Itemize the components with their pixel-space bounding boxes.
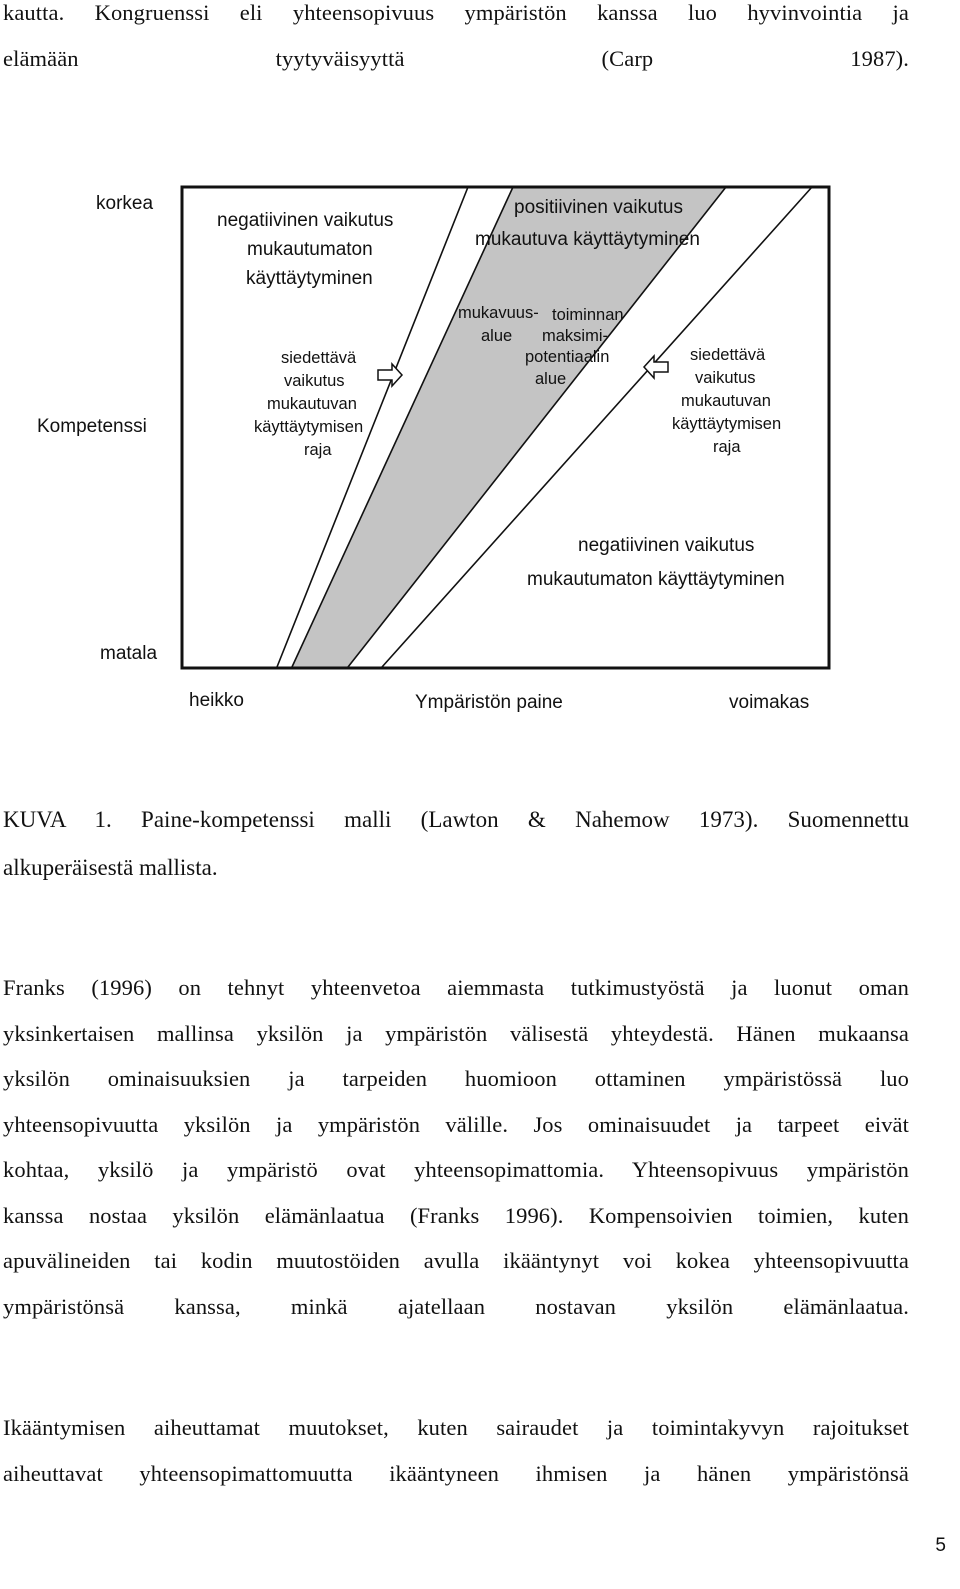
text-line: aiheuttavat yhteensopimattomuutta ikääntyneen ihmisen ja hänen ympäristönsä	[3, 1460, 909, 1486]
text-line: yksilön ominaisuuksien ja tarpeiden huomioon ottaminen ympäristössä luo	[3, 1066, 909, 1091]
zone-label: toiminnan	[552, 306, 624, 324]
y-axis-low-label: matala	[100, 643, 158, 664]
region-label: mukautumaton käyttäytyminen	[527, 569, 785, 590]
region-label: mukautumaton	[247, 239, 373, 260]
region-label: positiivinen vaikutus	[514, 197, 683, 218]
text-line: kohtaa, yksilö ja ympäristö ovat yhteensopimattomia. Yhteensopivuus ympäristön	[3, 1157, 909, 1182]
zone-label: potentiaalin	[525, 348, 610, 366]
arrow-left-icon	[644, 356, 668, 378]
page-number: 5	[935, 1535, 946, 1556]
text-line: kautta. Kongruenssi eli yhteensopivuus ympäristön kanssa luo hyvinvointia ja	[3, 0, 909, 25]
press-competence-figure	[0, 170, 960, 730]
text-line: yksinkertaisen mallinsa yksilön ja ympäristön välisestä yhteydestä. Hänen mukaansa	[3, 1020, 909, 1046]
edge-label: raja	[713, 438, 741, 456]
body-paragraph	[3, 1405, 909, 1496]
text-line: Ikääntymisen aiheuttamat muutokset, kuten sairaudet ja toimintakyvyn rajoitukset	[3, 1415, 909, 1440]
edge-label: siedettävä	[690, 346, 766, 364]
text-line: Franks (1996) on tehnyt yhteenvetoa aiemmasta tutkimustyöstä ja luonut oman	[3, 975, 909, 1000]
region-label: mukautuva käyttäytyminen	[475, 229, 700, 250]
text-line: apuvälineiden tai kodin muutostöiden avulla ikääntynyt voi kokea yhteensopivuutta	[3, 1248, 909, 1273]
body-paragraph	[3, 965, 909, 1329]
edge-label: mukautuvan	[267, 395, 357, 413]
region-label: negatiivinen vaikutus	[217, 210, 394, 231]
zone-label: maksimi-	[542, 327, 608, 345]
edge-label: käyttäytymisen	[254, 418, 364, 436]
text-line: yhteensopivuutta yksilön ja ympäristön välille. Jos ominaisuudet ja tarpeet eivät	[3, 1111, 909, 1137]
zone-label: alue	[481, 327, 513, 345]
figure-caption	[3, 796, 909, 892]
edge-label: vaikutus	[284, 372, 345, 390]
y-axis-high-label: korkea	[96, 193, 154, 214]
edge-label: raja	[304, 441, 332, 459]
x-axis-title: Ympäristön paine	[415, 692, 563, 713]
caption-line: alkuperäisestä mallista.	[3, 855, 218, 880]
edge-label: mukautuvan	[681, 392, 771, 410]
zone-label: alue	[535, 370, 567, 388]
y-axis-title: Kompetenssi	[37, 416, 147, 437]
region-label: negatiivinen vaikutus	[578, 535, 755, 556]
text-line: elämään tyytyväisyyttä (Carp 1987).	[3, 45, 909, 71]
edge-label: vaikutus	[695, 369, 756, 387]
text-line: kanssa nostaa yksilön elämänlaatua (Franks 1996). Kompensoivien toimien, kuten	[3, 1202, 909, 1228]
text-line: ympäristönsä kanssa, minkä ajatellaan nostavan yksilön elämänlaatua.	[3, 1293, 909, 1319]
x-axis-high-label: voimakas	[729, 692, 810, 713]
caption-line: KUVA 1. Paine-kompetenssi malli (Lawton & Nahemow 1973). Suomennettu	[3, 807, 909, 832]
top-paragraph	[3, 0, 909, 81]
edge-label: käyttäytymisen	[672, 415, 782, 433]
zone-label: mukavuus-	[458, 304, 539, 322]
edge-label: siedettävä	[281, 349, 357, 367]
region-label: käyttäytyminen	[246, 268, 373, 289]
x-axis-low-label: heikko	[189, 690, 244, 711]
